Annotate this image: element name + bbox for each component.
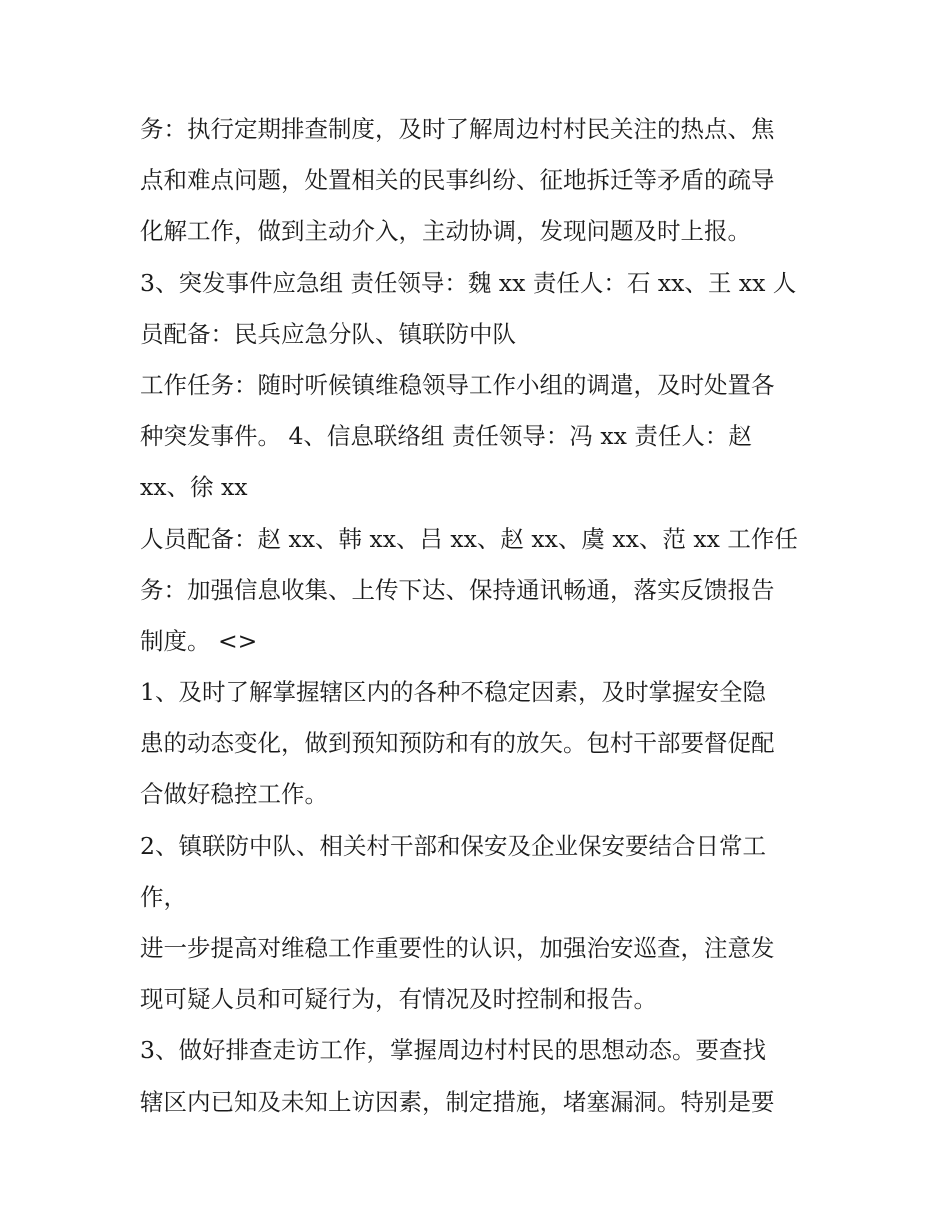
text-line: xx、徐 xx	[140, 473, 248, 502]
text-line: 合做好稳控工作。	[140, 780, 328, 809]
text-line: 患的动态变化，做到预知预防和有的放矢。包村干部要督促配	[140, 729, 775, 758]
text-line: 工作任务：随时听候镇维稳领导工作小组的调遣，及时处置各	[140, 370, 775, 399]
text-line: 务：执行定期排查制度，及时了解周边村村民关注的热点、焦	[140, 115, 775, 143]
document-body	[140, 104, 820, 1128]
text-line: 化解工作，做到主动介入，主动协调，发现问题及时上报。	[140, 217, 751, 246]
text-line: 员配备：民兵应急分队、镇联防中队	[140, 319, 516, 348]
text-line: 作，	[140, 882, 187, 911]
text-line: 1、及时了解掌握辖区内的各种不稳定因素，及时掌握安全隐	[140, 678, 766, 707]
text-line: 务：加强信息收集、上传下达、保持通讯畅通，落实反馈报告	[140, 575, 775, 604]
text-line: 制度。 <>	[140, 626, 258, 655]
text-line: 现可疑人员和可疑行为，有情况及时控制和报告。	[140, 985, 657, 1014]
text-line: 3、突发事件应急组 责任领导：魏 xx 责任人：石 xx、王 xx 人	[140, 268, 797, 297]
text-line: 3、做好排查走访工作，掌握周边村村民的思想动态。要查找	[140, 1036, 766, 1065]
text-line: 点和难点问题，处置相关的民事纠纷、征地拆迁等矛盾的疏导	[140, 166, 775, 195]
text-line: 辖区内已知及未知上访因素，制定措施，堵塞漏洞。特别是要	[140, 1087, 775, 1116]
text-line: 2、镇联防中队、相关村干部和保安及企业保安要结合日常工	[140, 831, 766, 860]
text-line: 种突发事件。 4、信息联络组 责任领导：冯 xx 责任人：赵	[140, 422, 752, 451]
text-line: 人员配备：赵 xx、韩 xx、吕 xx、赵 xx、虞 xx、范 xx 工作任	[140, 524, 798, 553]
text-line: 进一步提高对维稳工作重要性的认识，加强治安巡查，注意发	[140, 934, 775, 962]
